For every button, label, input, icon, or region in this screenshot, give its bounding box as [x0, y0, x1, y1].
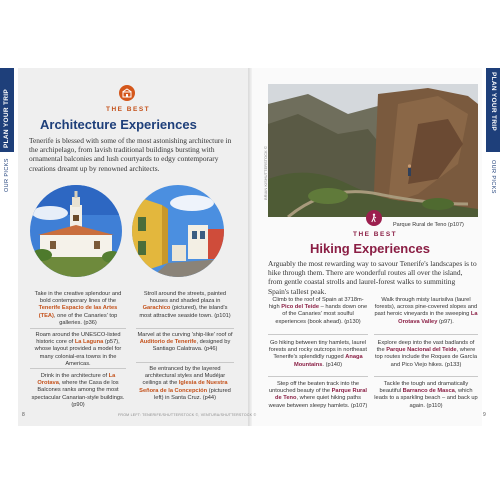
divider [268, 334, 368, 335]
left-photo-credits: FROM LEFT: TENERIFE/SHUTTERSTOCK ©, VENTURA/SHUTTERSTOCK © [118, 413, 257, 417]
divider [136, 328, 234, 329]
left-caption-5: Drink in the architecture of La Orotava, where the Casa de los Balcones ranks among the most spectacular Canarian-style buildings. (p90) [31, 373, 125, 408]
right-caption-3: Go hiking between tiny hamlets, laurel forests and rocky outcrops in northeast Tenerife's splendidly rugged Anaga Mountains. (p140) [268, 340, 367, 368]
place-link: Parque Rural de Teno [275, 388, 368, 402]
left-caption-1: Take in the creative splendour and bold contemporary lines of the Tenerife Espacio de las Artes (TEA), one of the Canaries' top galleries. (p36) [34, 291, 122, 326]
place-link: Iglesia de Nuestra Señora de la Concepción [139, 380, 228, 394]
right-title: Hiking Experiences [310, 241, 430, 256]
left-caption-4: Marvel at the curving 'ship-like' roof of Auditorio de Tenerife, designed by Santiago Calatrava. (p46) [137, 332, 233, 353]
left-caption-3: Roam around the UNESCO-listed historic core of La Laguna (p57), whose layout provided a model for many colonial-era towns in the Americas. [34, 332, 122, 367]
side-tab-right-label: PLAN YOUR TRIP [490, 72, 497, 131]
right-caption-2: Walk through misty laurisilva (laurel forests), across pine-covered slopes and past heroic vineyards in the sweeping La Orotava Valley (p97). [374, 297, 478, 325]
divider [374, 334, 478, 335]
divider [374, 376, 478, 377]
left-title: Architecture Experiences [40, 117, 197, 132]
place-link: La Orotava [37, 373, 116, 387]
right-intro: Arguably the most rewarding way to savour Tenerife's landscapes is to hike through them. There are wonderful routes all over the island, from gentle coastal strolls and laurel-forest walks to summiting Spain's tallest peak. [268, 259, 477, 296]
side-tab-right-sub: OUR PICKS [490, 160, 496, 194]
teno-hiking-photo [268, 84, 478, 217]
divider [268, 376, 368, 377]
divider [30, 368, 126, 369]
right-caption-5: Step off the beaten track into the untouched beauty of the Parque Rural de Teno, where quiet hiking paths weave between sleepy hamlets. (p107) [268, 381, 368, 409]
hiker-icon [366, 210, 382, 226]
place-link: Garachico [142, 305, 171, 312]
right-photo-caption: Parque Rural de Teno (p107) [393, 222, 464, 228]
divider [30, 328, 126, 329]
left-caption-6: Be entranced by the layered architectural styles and Mudéjar ceilings at the Iglesia de Nuestra Señora de la Concepción (pictured left) in Santa Cruz. (p44) [139, 366, 231, 401]
place-link: Auditorio de Tenerife [139, 339, 197, 346]
right-caption-4: Explore deep into the vast badlands of the Parque Nacional del Teide, where top routes include the Roques de García and Pico Viejo hikes. (p133) [374, 340, 478, 368]
place-link: La Laguna [74, 339, 104, 346]
place-link: Anaga Mountains [293, 354, 363, 368]
left-kicker: THE BEST [106, 106, 151, 113]
side-tab-left-sub: OUR PICKS [4, 158, 10, 192]
book-gutter [248, 68, 252, 426]
place-link: Parque Nacional del Teide [386, 347, 457, 354]
church-photo [30, 185, 122, 277]
side-tab-left-label: PLAN YOUR TRIP [3, 89, 10, 148]
right-kicker: THE BEST [353, 231, 398, 238]
place-link: Pico del Teide [281, 304, 320, 311]
right-photo-credit: BRIAN K/SHUTTERSTOCK © [263, 146, 268, 200]
left-page-number: 8 [22, 412, 25, 418]
right-page-number: 9 [483, 412, 486, 418]
right-caption-6: Tackle the tough and dramatically beautiful Barranco de Masca, which leads to a sparkling beach – and back up again. (p110) [374, 381, 478, 409]
left-intro: Tenerife is blessed with some of the most astonishing architecture in the archipelago, from lavish traditional buildings bursting with ornamental balconies and lush courtyards to edgy contemporary creations dreamt up by renowned architects. [29, 136, 232, 173]
right-caption-1: Climb to the roof of Spain at 3718m-high Pico del Teide – hands down one of the Canaries' most soulful experiences (book ahead). (p130) [268, 297, 368, 325]
garachico-photo [132, 185, 224, 277]
place-link: Barranco de Masca [402, 388, 455, 395]
building-icon [119, 85, 135, 101]
left-caption-2: Stroll around the streets, painted houses and shaded plaza in Garachico (pictured), the island's most attractive seaside town. (p101) [139, 291, 231, 319]
place-link: La Orotava Valley [398, 311, 478, 325]
divider [136, 362, 234, 363]
place-link: Tenerife Espacio de las Artes (TEA) [38, 305, 118, 319]
